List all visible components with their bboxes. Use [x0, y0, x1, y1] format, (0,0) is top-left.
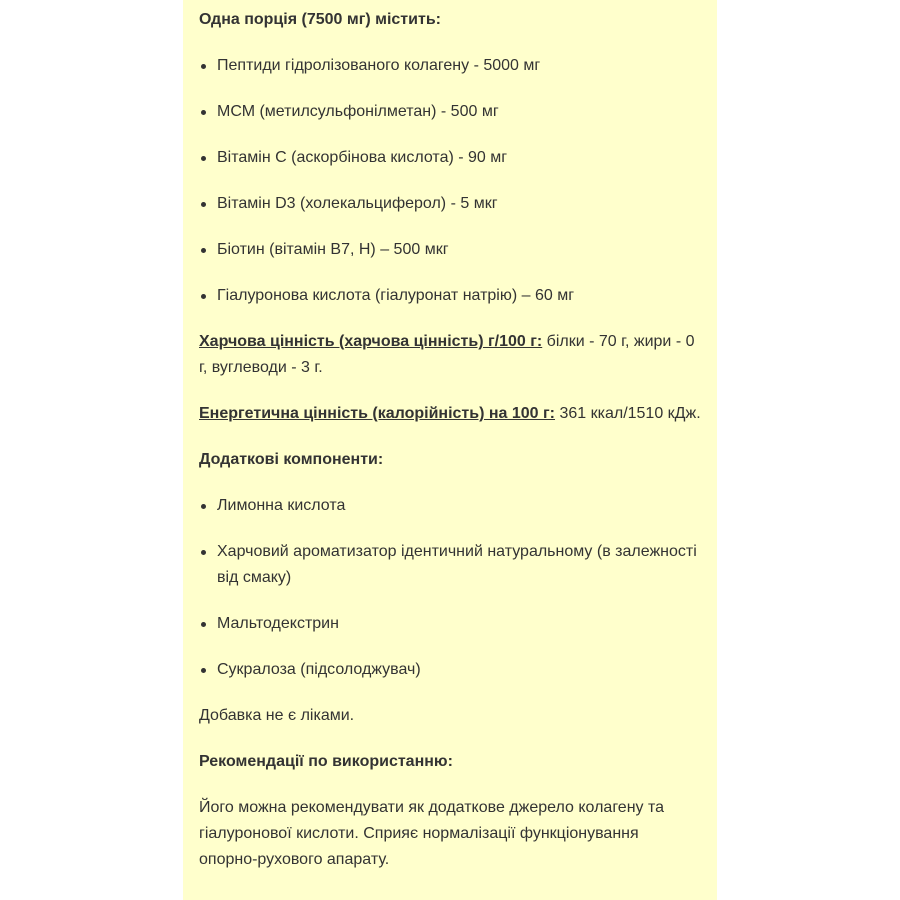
list-item-text: Мальтодекстрин — [217, 615, 339, 632]
nutrition-value: білки - 70 г, жири - 0 г, вуглеводи - 3 г. — [199, 333, 695, 376]
energy-value: 361 ккал/1510 кДж. — [555, 405, 701, 422]
bullet-icon — [201, 504, 206, 509]
bullet-icon — [201, 622, 206, 627]
bullet-icon — [201, 668, 206, 673]
list-item-text: МСМ (метилсульфонілметан) - 500 мг — [217, 103, 499, 120]
list-item-text: Сукралоза (підсолоджувач) — [217, 661, 421, 678]
list-item-text: Пептиди гідролізованого колагену - 5000 мг — [217, 57, 541, 74]
list-item — [199, 237, 701, 263]
additional-heading: Додаткові компоненти: — [199, 451, 384, 468]
list-item — [199, 611, 701, 637]
list-item — [199, 191, 701, 217]
product-description-panel — [183, 0, 717, 900]
nutrition-paragraph — [199, 329, 701, 381]
nutrition-label: Харчова цінність (харчова цінність) г/100 г: — [199, 333, 543, 350]
list-item — [199, 53, 701, 79]
composition-heading: Одна порція (7500 мг) містить: — [199, 11, 441, 28]
list-item-text: Вітамін С (аскорбінова кислота) - 90 мг — [217, 149, 508, 166]
composition-list — [199, 53, 701, 309]
list-item-text: Лимонна кислота — [217, 497, 346, 514]
energy-label: Енергетична цінність (калорійність) на 100 г: — [199, 405, 556, 422]
bullet-icon — [201, 550, 206, 555]
recommendations-heading: Рекомендації по використанню: — [199, 753, 453, 770]
list-item-text: Біотин (вітамін В7, Н) – 500 мкг — [217, 241, 449, 258]
energy-paragraph — [199, 401, 701, 427]
bullet-icon — [201, 248, 206, 253]
bullet-icon — [201, 294, 206, 299]
list-item — [199, 539, 701, 591]
list-item-text: Вітамін D3 (холекальциферол) - 5 мкг — [217, 195, 498, 212]
bullet-icon — [201, 156, 206, 161]
list-item — [199, 283, 701, 309]
bullet-icon — [201, 110, 206, 115]
list-item — [199, 657, 701, 683]
bullet-icon — [201, 64, 206, 69]
list-item — [199, 493, 701, 519]
bullet-icon — [201, 202, 206, 207]
list-item-text: Харчовий ароматизатор ідентичний натуральному (в залежності від смаку) — [217, 543, 697, 586]
list-item-text: Гіалуронова кислота (гіалуронат натрію) – 60 мг — [217, 287, 575, 304]
additional-list — [199, 493, 701, 683]
not-medicine-note: Добавка не є ліками. — [199, 707, 355, 724]
list-item — [199, 99, 701, 125]
list-item — [199, 145, 701, 171]
recommendations-text: Його можна рекомендувати як додаткове джерело колагену та гіалуронової кислоти. Сприяє нормалізації функціонування опорно-рухового апарату. — [199, 799, 665, 868]
